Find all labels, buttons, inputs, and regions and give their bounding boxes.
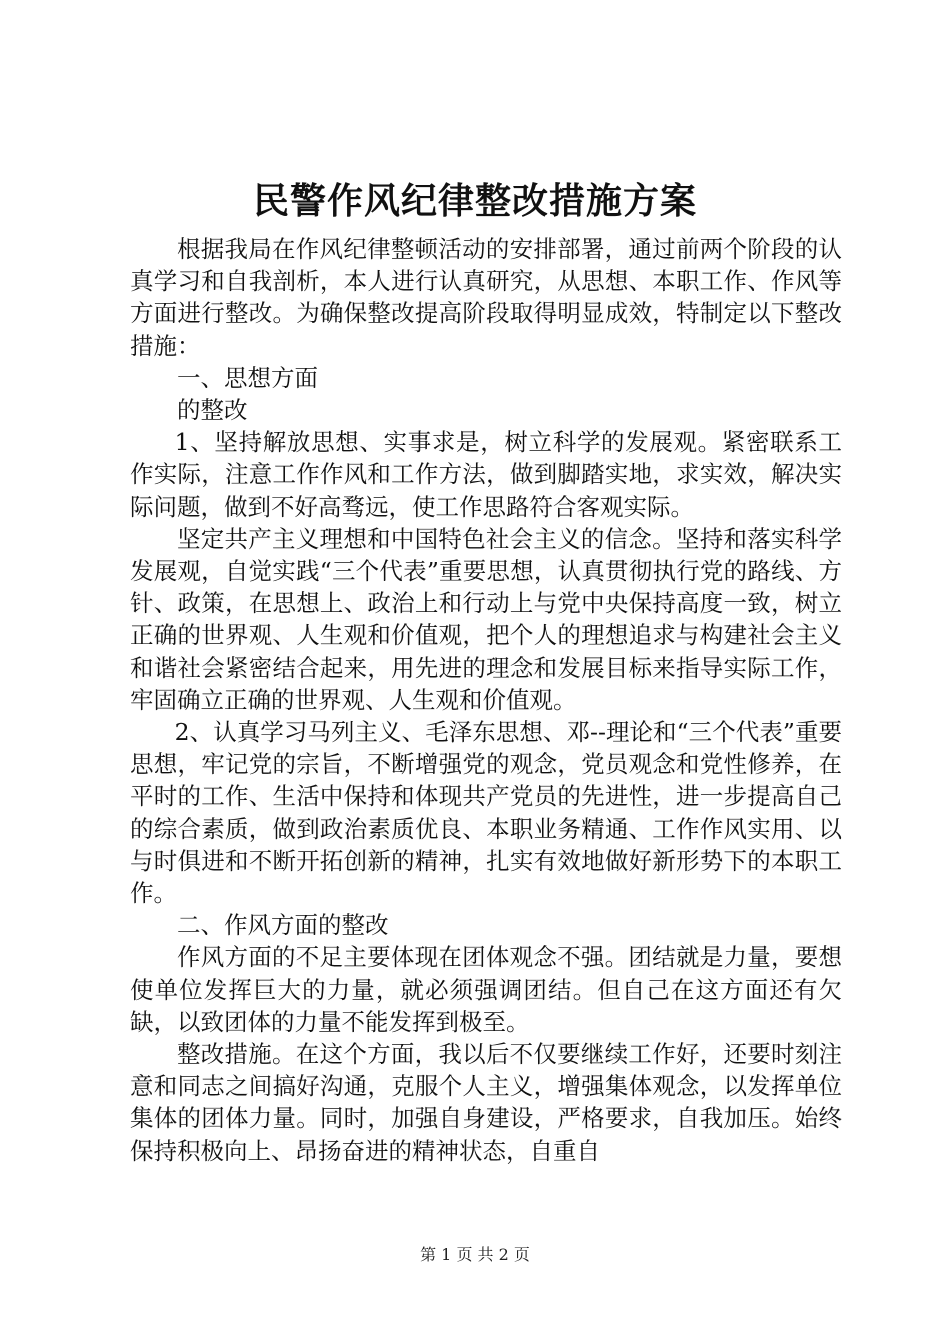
section-heading-style: 二、作风方面的整改 (177, 911, 389, 940)
thought-item-2: 2、认真学习马列主义、毛泽东思想、邓--理论和“三个代表”重要思想，牢记党的宗旨，不断增强党的观念，党员观念和党性修养，在平时的工作、生活中保持和体现共产党员的先进性，进一步提高自己的综合素质，做到政治素质优良、本职业务精通、工作作风实用、以与时俱进和不断开拓创新的精神，扎实有效地做好新形势下的本职工作。 (130, 718, 842, 908)
section-heading-thought: 一、思想方面 (177, 363, 318, 392)
section-heading-thought-continued: 的整改 (177, 396, 248, 425)
document-title: 民警作风纪律整改措施方案 (252, 180, 697, 222)
style-shortcoming-paragraph: 作风方面的不足主要体现在团体观念不强。团结就是力量，要想使单位发挥巨大的力量，就必须强调团结。但自己在这方面还有欠缺，以致团体的力量不能发挥到极至。 (130, 943, 842, 1036)
document-body (130, 233, 842, 1167)
intro-paragraph: 根据我局在作风纪律整顿活动的安排部署，通过前两个阶段的认真学习和自我剖析，本人进行认真研究，从思想、本职工作、作风等方面进行整改。为确保整改提高阶段取得明显成效，特制定以下整改措施： (130, 235, 842, 360)
thought-item-1: 1、坚持解放思想、实事求是，树立科学的发展观。紧密联系工作实际，注意工作作风和工作方法，做到脚踏实地，求实效，解决实际问题，做到不好高骛远，使工作思路符合客观实际。 (130, 428, 842, 521)
page-footer: 第 1 页 共 2 页 (420, 1245, 530, 1264)
thought-paragraph-belief: 坚定共产主义理想和中国特色社会主义的信念。坚持和落实科学发展观，自觉实践“三个代表”重要思想，认真贯彻执行党的路线、方针、政策，在思想上、政治上和行动上与党中央保持高度一致，树立正确的世界观、人生观和价值观，把个人的理想追求与构建社会主义和谐社会紧密结合起来，用先进的理念和发展目标来指导实际工作，牢固确立正确的世界观、人生观和价值观。 (130, 524, 842, 714)
style-measures-paragraph: 整改措施。在这个方面，我以后不仅要继续工作好，还要时刻注意和同志之间搞好沟通，克服个人主义，增强集体观念，以发挥单位集体的团体力量。同时，加强自身建设，严格要求，自我加压。始终保持积极向上、昂扬奋进的精神状态，自重自 (130, 1040, 842, 1165)
